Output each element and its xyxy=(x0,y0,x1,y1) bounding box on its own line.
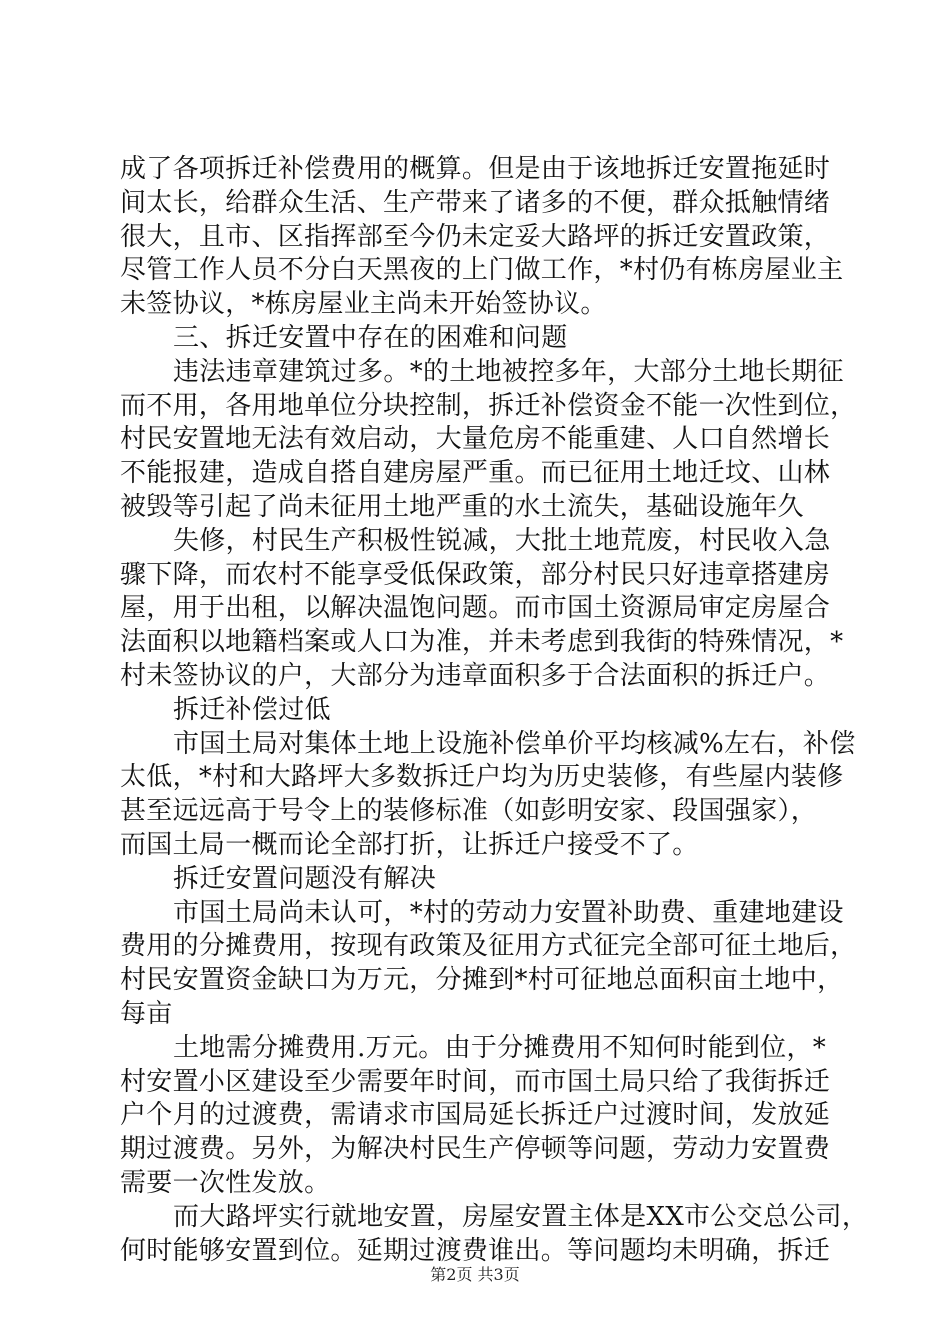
text-line: 屋，用于出租，以解决温饱问题。而市国土资源局审定房屋合 xyxy=(120,593,831,624)
text-line: 间太长，给群众生活、生产带来了诸多的不便，群众抵触情绪 xyxy=(120,187,831,218)
page-number: 第2页 共3页 xyxy=(430,1265,520,1284)
text-line: 而不用，各用地单位分块控制，拆迁补偿资金不能一次性到位， xyxy=(120,390,857,421)
text-line: 而国土局一概而论全部打折，让拆迁户接受不了。 xyxy=(120,829,699,860)
text-line: 需要一次性发放。 xyxy=(120,1167,331,1198)
section-heading: 三、拆迁安置中存在的困难和问题 xyxy=(173,322,568,353)
subsection-heading: 拆迁补偿过低 xyxy=(173,694,331,725)
text-line: 甚至远远高于号令上的装修标准（如彭明安家、段国强家）， xyxy=(120,796,818,827)
text-line: 而大路坪实行就地安置，房屋安置主体是XX市公交总公司， xyxy=(173,1201,869,1232)
text-line: 未签协议，*栋房屋业主尚未开始签协议。 xyxy=(120,289,607,320)
text-line: 被毁等引起了尚未征用土地严重的水土流失，基础设施年久 xyxy=(120,491,804,522)
text-line: 太低，*村和大路坪大多数拆迁户均为历史装修，有些屋内装修 xyxy=(120,762,844,793)
text-line: 市国土局尚未认可，*村的劳动力安置补助费、重建地建设 xyxy=(173,897,844,928)
text-line: 很大，且市、区指挥部至今仍未定妥大路坪的拆迁安置政策， xyxy=(120,221,831,252)
text-line: 村安置小区建设至少需要年时间，而市国土局只给了我街拆迁 xyxy=(120,1066,831,1097)
text-line: 户个月的过渡费，需请求市国局延长拆迁户过渡时间，发放延 xyxy=(120,1100,831,1131)
subsection-heading: 拆迁安置问题没有解决 xyxy=(173,863,437,894)
text-line: 村民安置资金缺口为万元，分摊到*村可征地总面积亩土地中， xyxy=(120,965,844,996)
text-line: 土地需分摊费用.万元。由于分摊费用不知何时能到位，* xyxy=(173,1032,827,1063)
text-line: 成了各项拆迁补偿费用的概算。但是由于该地拆迁安置拖延时 xyxy=(120,154,831,184)
text-line: 尽管工作人员不分白天黑夜的上门做工作，*村仍有栋房屋业主 xyxy=(120,255,844,286)
text-line: 费用的分摊费用，按现有政策及征用方式征完全部可征土地后， xyxy=(120,931,857,962)
text-line: 违法违章建筑过多。*的土地被控多年，大部分土地长期征 xyxy=(173,356,844,387)
text-line: 法面积以地籍档案或人口为准，并未考虑到我街的特殊情况，* xyxy=(120,627,844,658)
text-line: 不能报建，造成自搭自建房屋严重。而已征用土地迁坟、山林 xyxy=(120,458,831,489)
text-line: 村民安置地无法有效启动，大量危房不能重建、人口自然增长 xyxy=(120,424,831,455)
text-line: 每亩 xyxy=(120,998,173,1029)
text-line: 何时能够安置到位。延期过渡费谁出。等问题均未明确，拆迁 xyxy=(120,1235,831,1266)
text-line: 骤下降，而农村不能享受低保政策，部分村民只好违章搭建房 xyxy=(120,559,831,590)
text-line: 失修，村民生产积极性锐减，大批土地荒废，村民收入急 xyxy=(173,525,831,556)
text-line: 期过渡费。另外，为解决村民生产停顿等问题，劳动力安置费 xyxy=(120,1134,831,1165)
text-line: 市国土局对集体土地上设施补偿单价平均核减%左右，补偿 xyxy=(173,728,856,759)
document-body xyxy=(120,153,869,1268)
text-line: 村未签协议的户，大部分为违章面积多于合法面积的拆迁户。 xyxy=(120,660,831,691)
